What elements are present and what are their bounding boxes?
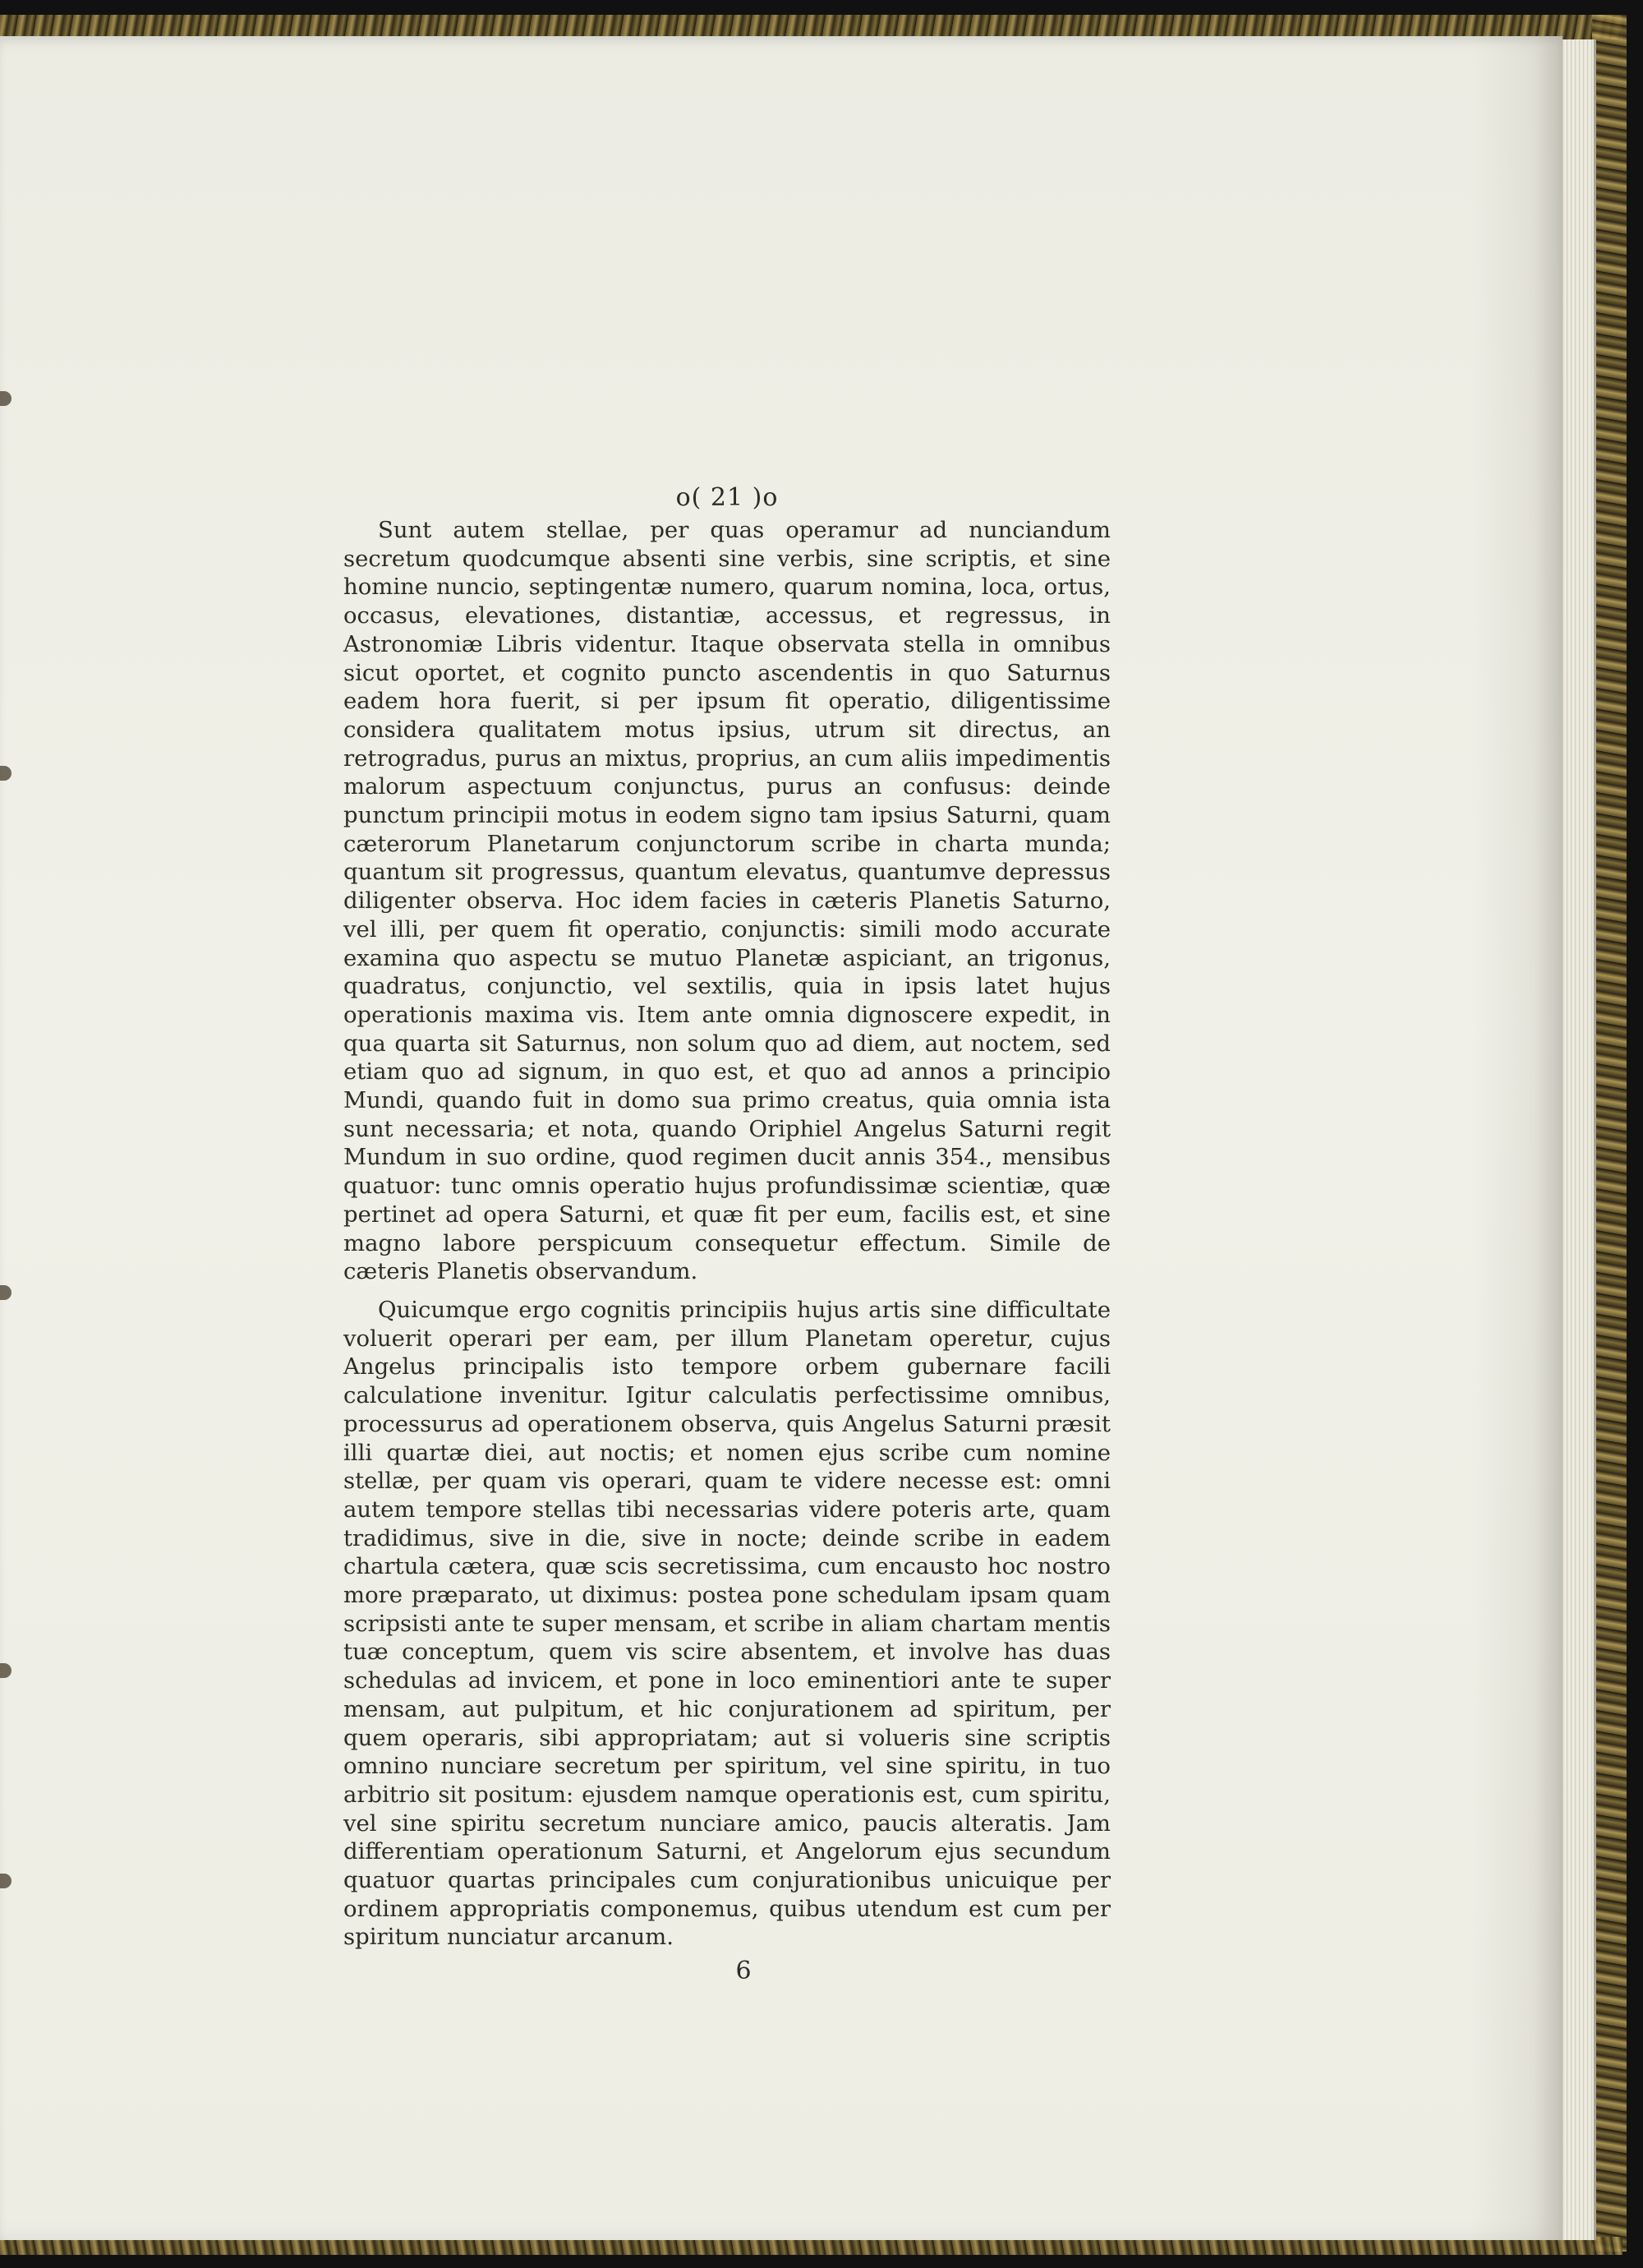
book-edge-right: [1592, 15, 1627, 2252]
binding-hole: [0, 1285, 12, 1300]
paragraph-2: Quicumque ergo cognitis principiis hujus artis sine difficultate voluerit operari per eam, per illum Planetam operetur, cujus Angelus principalis isto tempore orbem gubernare facili calculatione invenitur. Igitur calculatis perfectissime omnibus, processurus ad operationem observa, quis Angelus Saturni præsit illi quartæ diei, aut noctis; et nomen ejus scribe cum nomine stellæ, per quam vis operari, quam te videre necesse est: omni autem tempore stellas tibi necessarias videre poteris arte, quam tradidimus, sive in die, sive in nocte; deinde scribe in eadem chartula cætera, quæ scis secretissima, cum encausto hoc nostro more præparato, ut diximus: postea pone schedulam ipsam quam scripsisti ante te super mensam, et scribe in aliam chartam mentis tuæ conceptum, quem vis scire absentem, et involve has duas schedulas ad invicem, et pone in loco eminentiori ante te super mensam, aut pulpitum, et hic conjurationem ad spiritum, per quem operaris, sibi appropriatam; aut si volueris sine scriptis omnino nunciare secretum per spiritum, vel sine spiritu, in tuo arbitrio sit positum: ejusdem namque operationis est, cum spiritu, vel sine spiritu secretum nunciare amico, paucis alteratis. Jam differentiam operationum Saturni, et Angelorum ejus secundum quatuor quartas principales cum conjurationibus unicuique per ordinem appropriatis componemus, quibus utendum est cum per spiritum nunciatur arcanum.: [343, 1296, 1111, 1951]
signature-mark: 6: [735, 1957, 752, 1986]
binding-hole: [0, 391, 12, 406]
text-block: [343, 483, 1111, 1986]
binding-hole: [0, 1663, 12, 1678]
page-header: o( 21 )o: [675, 483, 779, 512]
binding-hole: [0, 766, 12, 781]
binding-hole: [0, 1874, 12, 1888]
paragraph-1: Sunt autem stellae, per quas operamur ad nunciandum secretum quodcumque absenti sine verbis, sine scriptis, et sine homine nuncio, septingentæ numero, quarum nomina, loca, ortus, occasus, elevationes, distantiæ, accessus, et regressus, in Astronomiæ Libris videntur. Itaque observata stella in omnibus sicut oportet, et cognito puncto ascendentis in quo Saturnus eadem hora fuerit, si per ipsum fit operatio, diligentissime considera qualitatem motus ipsius, utrum sit directus, an retrogradus, purus an mixtus, proprius, an cum aliis impedimentis malorum aspectuum conjunctus, purus an confusus: deinde punctum principii motus in eodem signo tam ipsius Saturni, quam cæterorum Planetarum conjunctorum scribe in charta munda; quantum sit progressus, quantum elevatus, quantumve depressus diligenter observa. Hoc idem facies in cæteris Planetis Saturno, vel illi, per quem fit operatio, conjunctis: simili modo accurate examina quo aspectu se mutuo Planetæ aspiciant, an trigonus, quadratus, conjunctio, vel sextilis, quia in ipsis latet hujus operationis maxima vis. Item ante omnia dignoscere expedit, in qua quarta sit Saturnus, non solum quo ad diem, aut noctem, sed etiam quo ad signum, in quo est, et quo ad annos a principio Mundi, quando fuit in domo sua primo creatus, quia omnia ista sunt necessaria; et nota, quando Oriphiel Angelus Saturni regit Mundum in suo ordine, quod regimen ducit annis 354., mensibus quatuor: tunc omnis operatio hujus profundissimæ scientiæ, quæ pertinet ad opera Saturni, et quæ fit per eum, facilis est, et sine magno labore perspicuum consequetur effectum. Simile de cæteris Planetis observandum.: [343, 517, 1111, 1285]
